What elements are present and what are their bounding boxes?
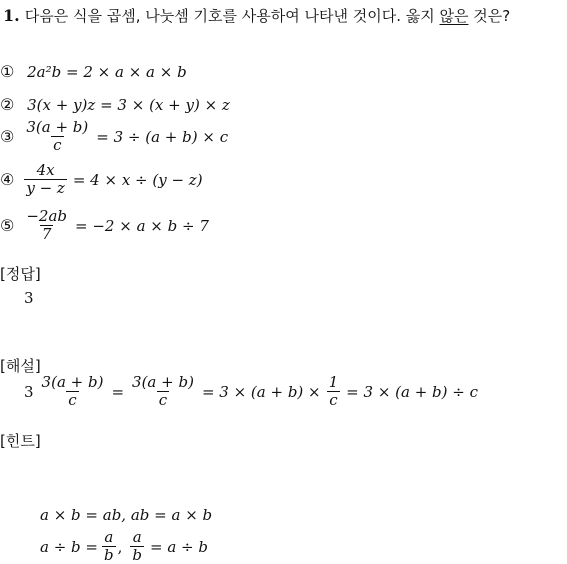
numerator: 4x (36, 161, 55, 179)
fraction (102, 529, 116, 564)
fraction (24, 119, 90, 154)
choice-marker: ③ (0, 127, 15, 146)
numerator: 3(a + b) (132, 373, 194, 391)
denominator: c (158, 391, 168, 409)
denominator: y − z (26, 179, 65, 197)
hint-rhs: = a ÷ b (150, 537, 208, 556)
choice-marker: ④ (0, 170, 15, 189)
explanation-formula (24, 374, 478, 409)
denominator: c (68, 391, 77, 409)
numerator: 3(a + b) (41, 373, 104, 391)
denominator: b (132, 546, 142, 564)
question-underlined: 않은 (439, 7, 469, 25)
denominator: b (104, 546, 114, 564)
fraction (24, 162, 66, 197)
numerator: 1 (328, 373, 339, 391)
choice-5 (0, 208, 209, 243)
question-text-end: 것은? (468, 7, 511, 25)
question-number: 1. (3, 6, 20, 25)
choice-rhs: = 3 ÷ (a + b) × c (96, 127, 229, 146)
choice-marker: ⑤ (0, 216, 15, 235)
fraction (327, 374, 341, 409)
comma: , (117, 537, 123, 556)
choice-4 (0, 162, 203, 197)
numerator: −2ab (26, 207, 68, 225)
question (3, 5, 510, 26)
answer-label: [정답] (0, 265, 41, 283)
denominator: c (53, 136, 62, 154)
denominator: c (329, 391, 338, 409)
hint-lhs: a ÷ b = (40, 537, 98, 556)
choice-rhs: = 4 × x ÷ (y − z) (72, 170, 203, 189)
explanation-label: [해설] (0, 357, 41, 375)
explanation-tail: = 3 × (a + b) ÷ c (346, 382, 479, 401)
denominator: 7 (41, 225, 52, 243)
numerator: a (132, 528, 142, 546)
hint-label: [힌트] (0, 432, 41, 450)
choice-marker: ① (0, 62, 15, 81)
numerator: 3(a + b) (26, 118, 89, 136)
hint-line-2 (40, 529, 208, 564)
question-text: 다음은 식을 곱셈, 나눗셈 기호를 사용하여 나타낸 것이다. 옳지 (24, 7, 440, 25)
choice-rhs: = −2 × a × b ÷ 7 (75, 216, 209, 235)
answer-value: 3 (24, 289, 34, 307)
choice-expression: 2a²b = 2 × a × a × b (27, 63, 187, 81)
explanation-lead: 3 (24, 382, 34, 401)
choice-marker: ② (0, 95, 15, 114)
hint-line-1: a × b = ab, ab = a × b (40, 506, 213, 524)
equals-sign: = (111, 382, 125, 401)
choice-expression: 3(x + y)z = 3 × (x + y) × z (27, 96, 230, 114)
fraction (130, 529, 144, 564)
numerator: a (104, 528, 114, 546)
choice-1 (0, 62, 187, 81)
fraction (40, 374, 106, 409)
fraction (24, 208, 69, 243)
choice-2 (0, 95, 230, 114)
explanation-middle: = 3 × (a + b) × (201, 382, 321, 401)
choice-3 (0, 119, 228, 154)
fraction (130, 374, 196, 409)
